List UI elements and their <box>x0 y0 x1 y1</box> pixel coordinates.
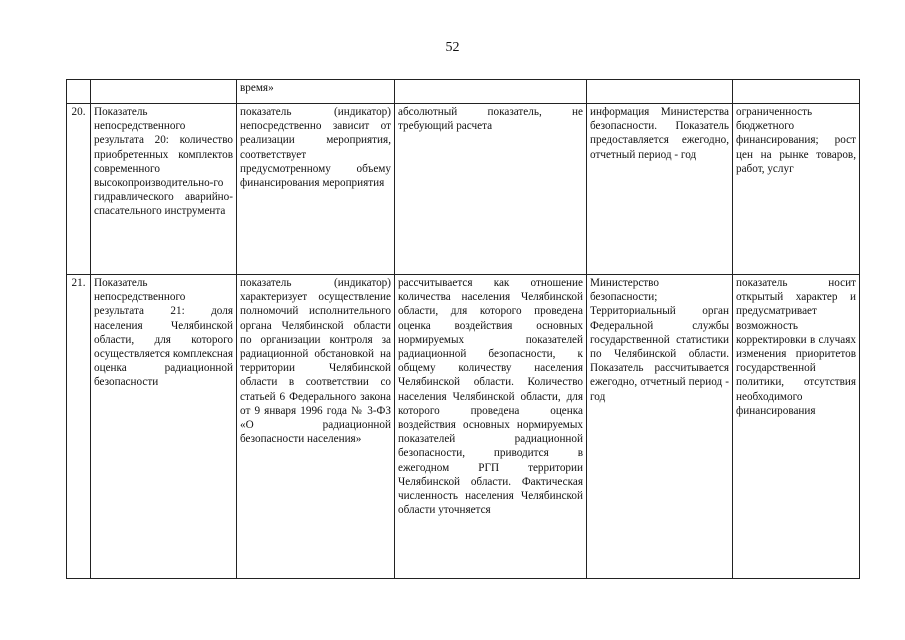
page-number: 52 <box>445 40 460 55</box>
source-cell: информация Министерства безопасности. Показатель предоставляется ежегодно, отчетный период - год <box>587 104 733 275</box>
calculation-cell: абсолютный показатель, не требующий расчета <box>395 104 587 275</box>
source-cell: Министерство безопасности; Территориальный орган Федеральной службы государственной статистики по Челябинской области. Показатель рассчитывается ежегодно, отчетный период - год <box>587 275 733 579</box>
risks-cell: показатель носит открытый характер и предусматривает возможность корректировки в случаях изменения приоритетов государственной политики, отсутствия необходимого финансирования <box>733 275 860 579</box>
source-cell <box>587 80 733 104</box>
row-number-cell: 20. <box>67 104 91 275</box>
risks-cell <box>733 80 860 104</box>
indicator-name-cell: Показатель непосредственного результата 20: количество приобретенных комплектов современного высокопроизводительно-го гидравлического аварийно-спасательного инструмента <box>91 104 237 275</box>
relation-cell: показатель (индикатор) непосредственно зависит от реализации мероприятия, соответствует предусмотренному объему финансирования мероприятия <box>237 104 395 275</box>
table-row <box>67 104 860 275</box>
indicators-table <box>66 79 860 579</box>
calculation-cell: рассчитывается как отношение количества населения Челябинской области, для которого проведена оценка воздействия основных нормируемых показателей радиационной безопасности, к общему количеству населения Челябинской области. Количество населения Челябинской области, для которого проведена оценка воздействия основных нормируемых показателей радиационной безопасности, приводится в ежегодном РГП территории Челябинской области. Фактическая численность населения Челябинской области уточняется <box>395 275 587 579</box>
row-number-cell <box>67 80 91 104</box>
risks-cell: ограниченность бюджетного финансирования; рост цен на рынке товаров, работ, услуг <box>733 104 860 275</box>
relation-cell: показатель (индикатор) характеризует осуществление полномочий исполнительного органа Челябинской области по организации контроля за радиационной обстановкой на территории Челябинской области в соответствии со статьей 6 Федерального закона от 9 января 1996 года № 3-ФЗ «О радиационной безопасности населения» <box>237 275 395 579</box>
calculation-cell <box>395 80 587 104</box>
row-number-cell: 21. <box>67 275 91 579</box>
indicator-name-cell <box>91 80 237 104</box>
table-row <box>67 275 860 579</box>
relation-cell: время» <box>237 80 395 104</box>
indicator-name-cell: Показатель непосредственного результата 21: доля населения Челябинской области, для которого осуществляется комплексная оценка радиационной безопасности <box>91 275 237 579</box>
table-row-continuation <box>67 80 860 104</box>
